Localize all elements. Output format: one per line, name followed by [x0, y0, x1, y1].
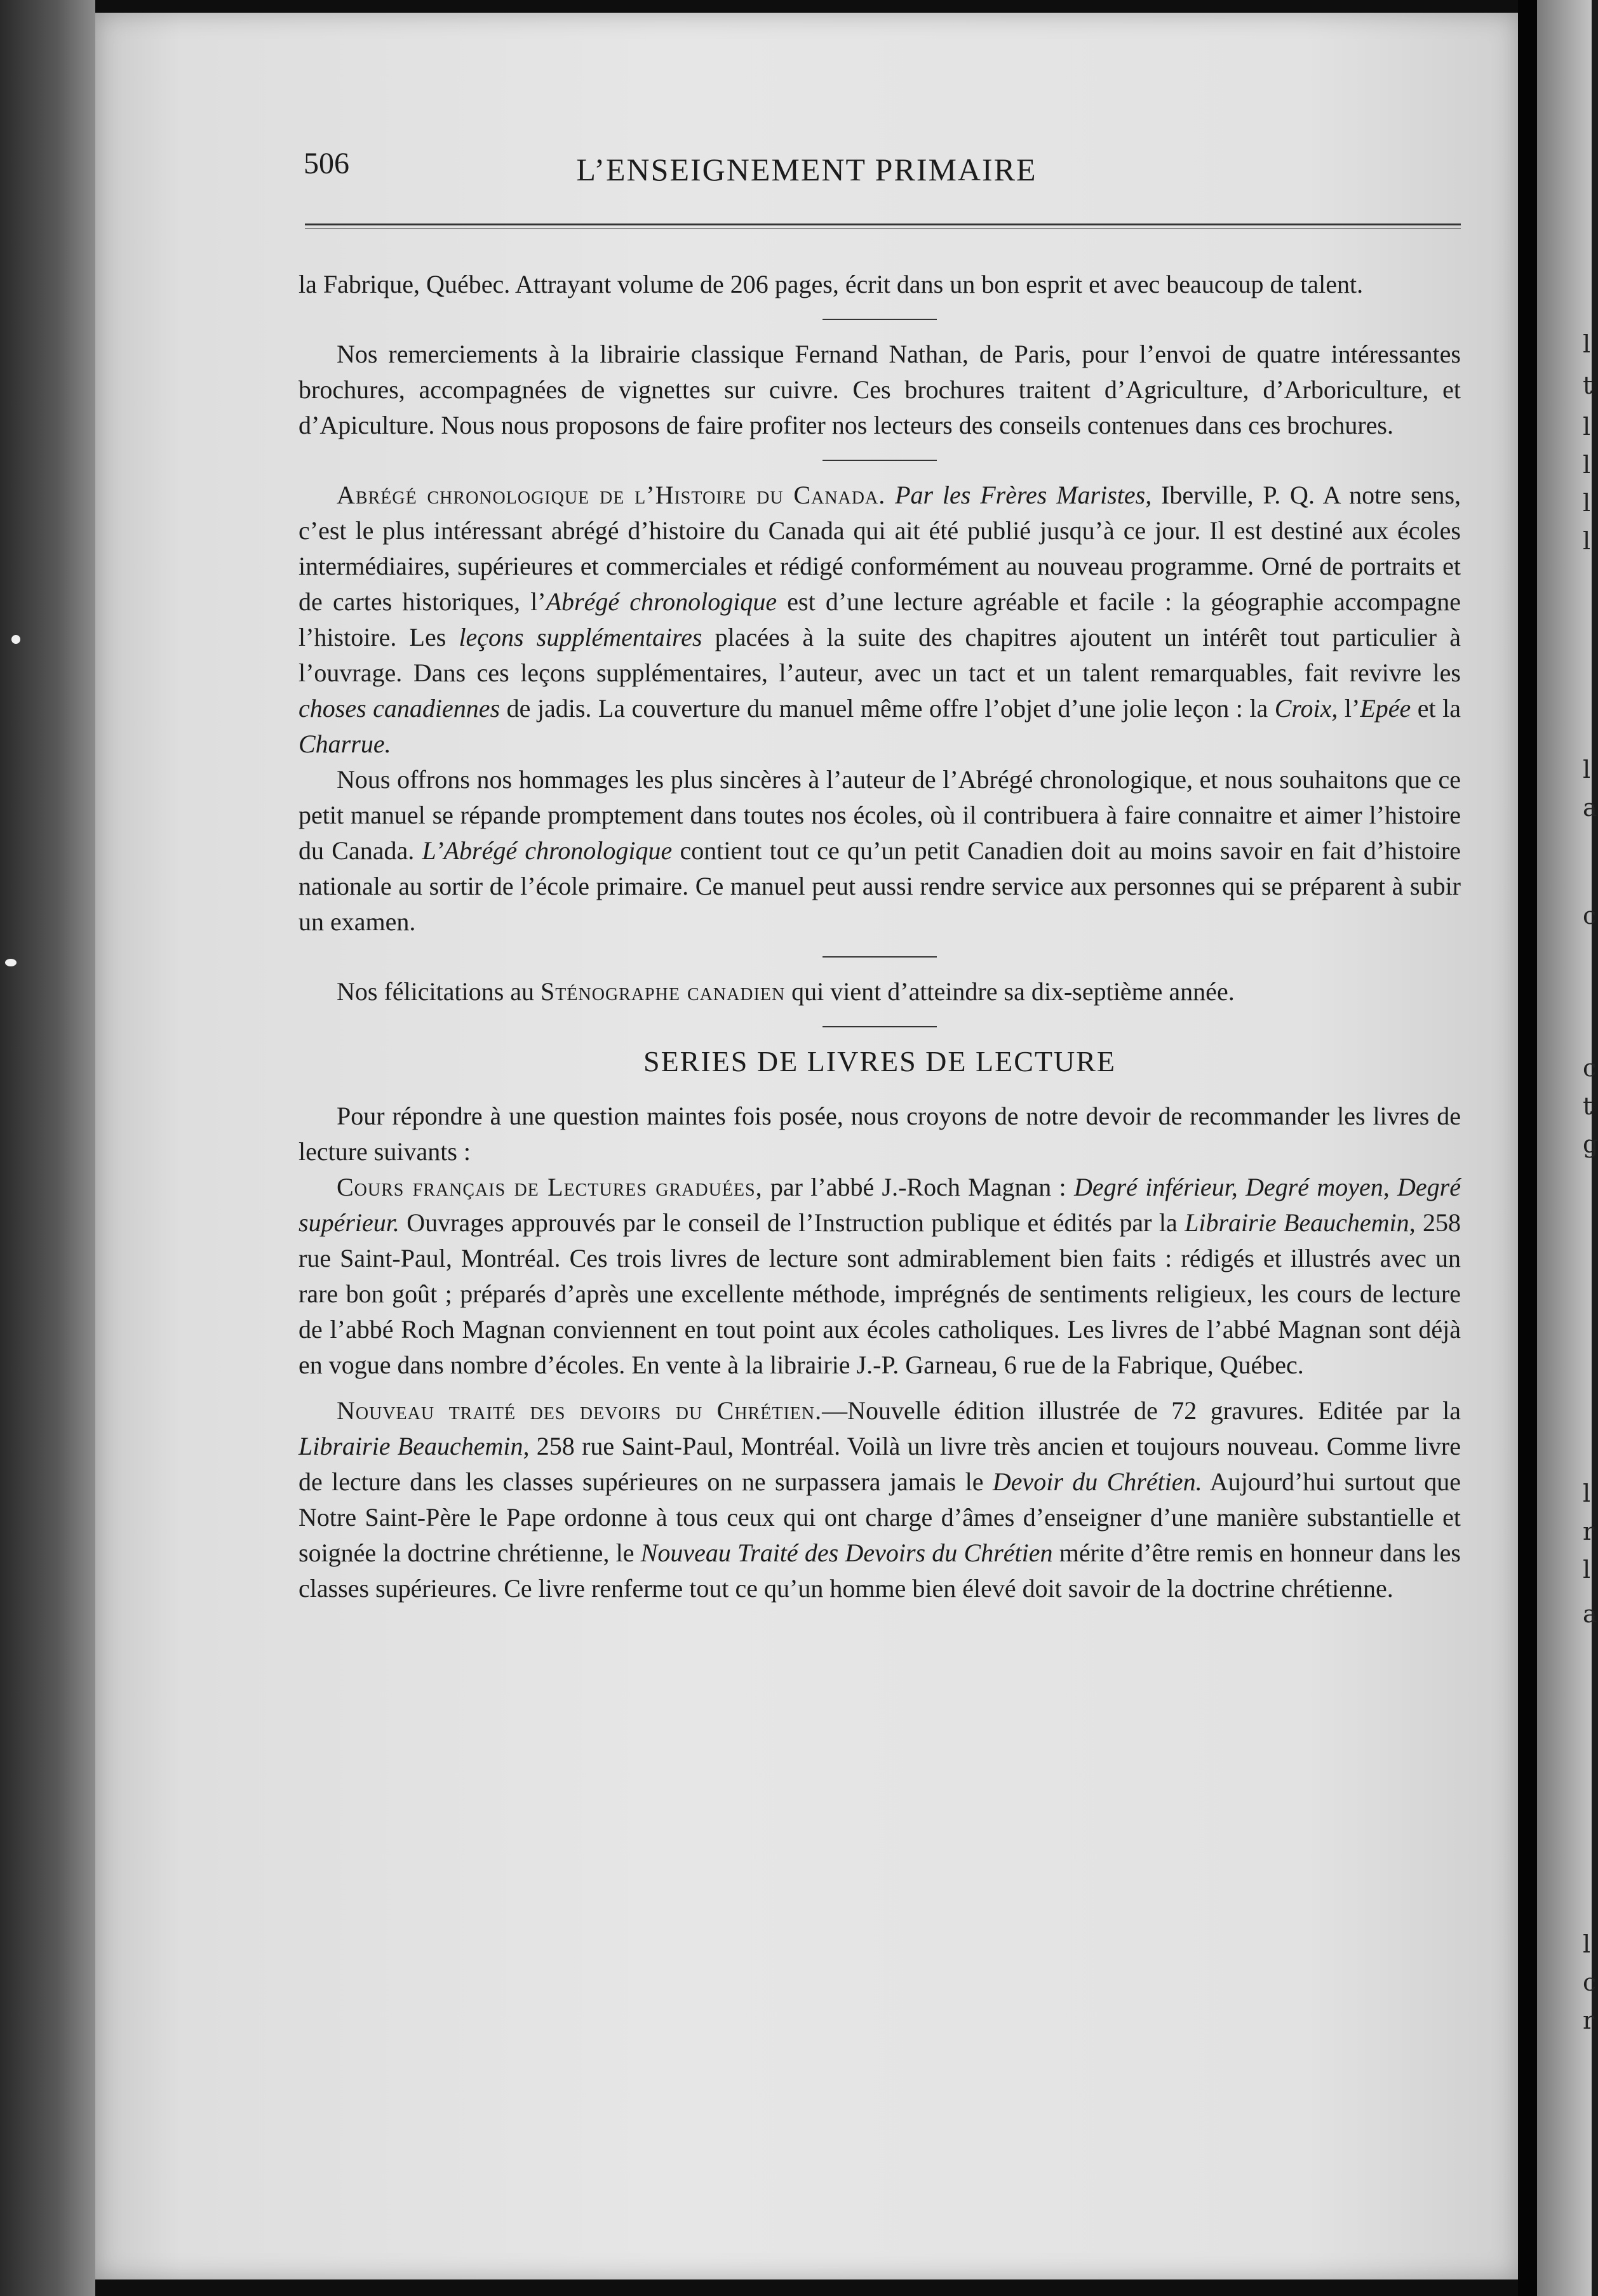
dust-speck — [5, 959, 17, 966]
cours-paragraph — [299, 1170, 1461, 1383]
cours-degres: Degré inférieur, Degré moyen, Degré supérieur. — [299, 1173, 1461, 1237]
adjacent-page-glyph: l — [1583, 756, 1591, 784]
abrege-text: l’ — [1338, 694, 1360, 723]
running-head: L’ENSEIGNEMENT PRIMAIRE — [576, 152, 1037, 187]
adjacent-page-glyph: l — [1583, 413, 1591, 441]
abrege-author: Par les Frères Maristes, — [895, 481, 1152, 509]
adjacent-page-glyph: a — [1583, 794, 1597, 822]
section-title: SERIES DE LIVRES DE LECTURE — [643, 1045, 1116, 1078]
abrege-charrue: Charrue. — [299, 730, 391, 758]
adjacent-page-glyph: l — [1583, 1479, 1591, 1507]
page-number: 506 — [304, 147, 349, 180]
adjacent-page-glyph: l — [1583, 489, 1591, 517]
abrege-paragraph — [299, 477, 1461, 762]
abrege-lecons: leçons supplémentaires — [459, 623, 702, 651]
left-margin-shadow — [0, 0, 95, 2296]
header-rule — [305, 224, 1461, 229]
stenographe-name: Sténographe canadien — [540, 977, 786, 1006]
cours-text: Ouvrages approuvés par le conseil de l’Instruction publique et édités par la — [399, 1208, 1185, 1237]
abrege-choses: choses canadiennes — [299, 694, 500, 723]
adjacent-page-glyph: r — [1583, 2006, 1595, 2034]
abrege-second-paragraph — [299, 762, 1461, 940]
adjacent-page-glyph: c — [1583, 1968, 1597, 1996]
nouveau-paragraph — [299, 1393, 1461, 1606]
stenographe-paragraph — [299, 974, 1461, 1010]
adjacent-page-glyph: a — [1583, 1600, 1597, 1628]
abrege-epee: Epée — [1360, 694, 1411, 723]
abrege-text: Iberville, P. Q. A notre sens, c’est le plus intéressant abrégé d’histoire du Canada qui ait été publié jusqu’à ce jour. Il est destiné aux écoles intermédiaires, supérieures et commerciales et rédigé conformément au nouveau programme. Orné de portraits et de cartes historiques, l’ — [299, 481, 1461, 616]
cours-text: par l’abbé J.-Roch Magnan : — [762, 1173, 1074, 1201]
adjacent-page-glyph: g — [1583, 1130, 1598, 1158]
nouveau-text: 258 rue Saint-Paul, Montréal. Voilà un livre très ancien et toujours nouveau. Comme livre de lecture dans les classes supérieures on ne surpassera jamais le — [299, 1432, 1461, 1496]
page-body — [299, 267, 1461, 1606]
adjacent-page-glyph: l — [1583, 1930, 1591, 1958]
nouveau-heading: Nouveau traité des devoirs du Chrétien. — [337, 1396, 822, 1425]
nouveau-librairie: Librairie Beauchemin, — [299, 1432, 530, 1460]
cours-librairie: Librairie Beauchemin, — [1185, 1208, 1416, 1237]
adjacent-page-glyph: t — [1583, 1092, 1593, 1120]
stenographe-text: Nos félicitations au — [337, 977, 541, 1006]
intro-paragraph: la Fabrique, Québec. Attrayant volume de 206 pages, écrit dans un bon esprit et avec beaucoup de talent. — [299, 270, 1364, 298]
abrege-text: et la — [1411, 694, 1461, 723]
book-spine — [1518, 0, 1537, 2296]
adjacent-page-glyph: t — [1583, 371, 1593, 399]
cours-text: 258 rue Saint-Paul, Montréal. Ces trois livres de lecture sont admirablement bien faits : rédigés et illustrés avec un rare bon goût ; préparés d’après une excellente méthode, imprégnés de sentiments religieux, les cours de lecture de l’abbé Roch Magnan conviennent en tout point aux écoles catholiques. Les livres de l’abbé Magnan sont déjà en vogue dans nombre d’écoles. En vente à la librairie J.-P. Garneau, 6 rue de la Fabrique, Québec. — [299, 1208, 1461, 1379]
abrege-title: Abrégé chronologique — [546, 587, 777, 616]
abrege-croix: Croix, — [1274, 694, 1338, 723]
dust-speck — [11, 635, 20, 644]
abrege-text: Nous offrons nos hommages les plus sincères à l’auteur de l’Abrégé chronologique, et nous souhaitons que ce petit manuel se répande promptement dans toutes nos écoles, où il contribuera à faire connaitre et aimer l’histoire du Canada. — [299, 765, 1461, 865]
adjacent-page-glyph: r — [1583, 1518, 1595, 1545]
abrege-heading: Abrégé chronologique de l’Histoire du Canada. — [337, 481, 886, 509]
adjacent-page-glyph: l — [1583, 1556, 1591, 1584]
separator-rule — [822, 460, 937, 461]
adjacent-page-glyph: c — [1583, 1054, 1597, 1082]
abrege-text: est d’une lecture agréable et facile : la géographie accompagne l’histoire. Les — [299, 587, 1461, 651]
abrege-text: contient tout ce qu’un petit Canadien doit au moins savoir en fait d’histoire nationale au sortir de l’école primaire. Ce manuel peut aussi rendre service aux personnes qui se préparent à subir un examen. — [299, 836, 1461, 936]
nouveau-text: —Nouvelle édition illustrée de 72 gravures. Editée par la — [822, 1396, 1461, 1425]
adjacent-page-glyph: l — [1583, 330, 1591, 358]
abrege-text: de jadis. La couverture du manuel même offre l’objet d’une jolie leçon : la — [500, 694, 1275, 723]
separator-rule — [822, 956, 937, 958]
adjacent-page-glyph: l — [1583, 527, 1591, 555]
separator-rule — [822, 319, 937, 320]
stenographe-text: qui vient d’atteindre sa dix-septième année. — [785, 977, 1235, 1006]
nouveau-traite: Nouveau Traité des Devoirs du Chrétien — [640, 1538, 1053, 1567]
nouveau-text: mérite d’être remis en honneur dans les classes supérieures. Ce livre renferme tout ce qu’un homme bien élevé doit savoir de la doctrine chrétienne. — [299, 1538, 1461, 1603]
adjacent-page-glyph: l — [1583, 451, 1591, 479]
cours-heading: Cours français de Lectures graduées, — [337, 1173, 763, 1201]
paragraph-gap — [299, 1383, 1461, 1393]
series-intro: Pour répondre à une question maintes fois posée, nous croyons de notre devoir de recommander les livres de lecture suivants : — [299, 1102, 1461, 1166]
separator-rule — [822, 1026, 937, 1027]
abrege-title-2: L’Abrégé chronologique — [422, 836, 673, 865]
abrege-text: placées à la suite des chapitres ajoutent un intérêt tout particulier à l’ouvrage. Dans ces leçons supplémentaires, l’auteur, avec un tact et un talent remarquables, fait revivre les — [299, 623, 1461, 687]
adjacent-page-glyph: c — [1583, 902, 1597, 930]
nouveau-text: Aujourd’hui surtout que Notre Saint-Père le Pape ordonne à tous ceux qui ont charge d’âmes d’enseigner d’une manière substantielle et soignée la doctrine chrétienne, le — [299, 1467, 1461, 1567]
nathan-paragraph: Nos remerciements à la librairie classique Fernand Nathan, de Paris, pour l’envoi de quatre intéressantes brochures, accompagnées de vignettes sur cuivre. Ces brochures traitent d’Agriculture, d’Arboriculture, et d’Apiculture. Nous nous proposons de faire profiter nos lecteurs des conseils contenues dans ces brochures. — [299, 340, 1461, 439]
nouveau-devoir: Devoir du Chrétien. — [992, 1467, 1202, 1496]
